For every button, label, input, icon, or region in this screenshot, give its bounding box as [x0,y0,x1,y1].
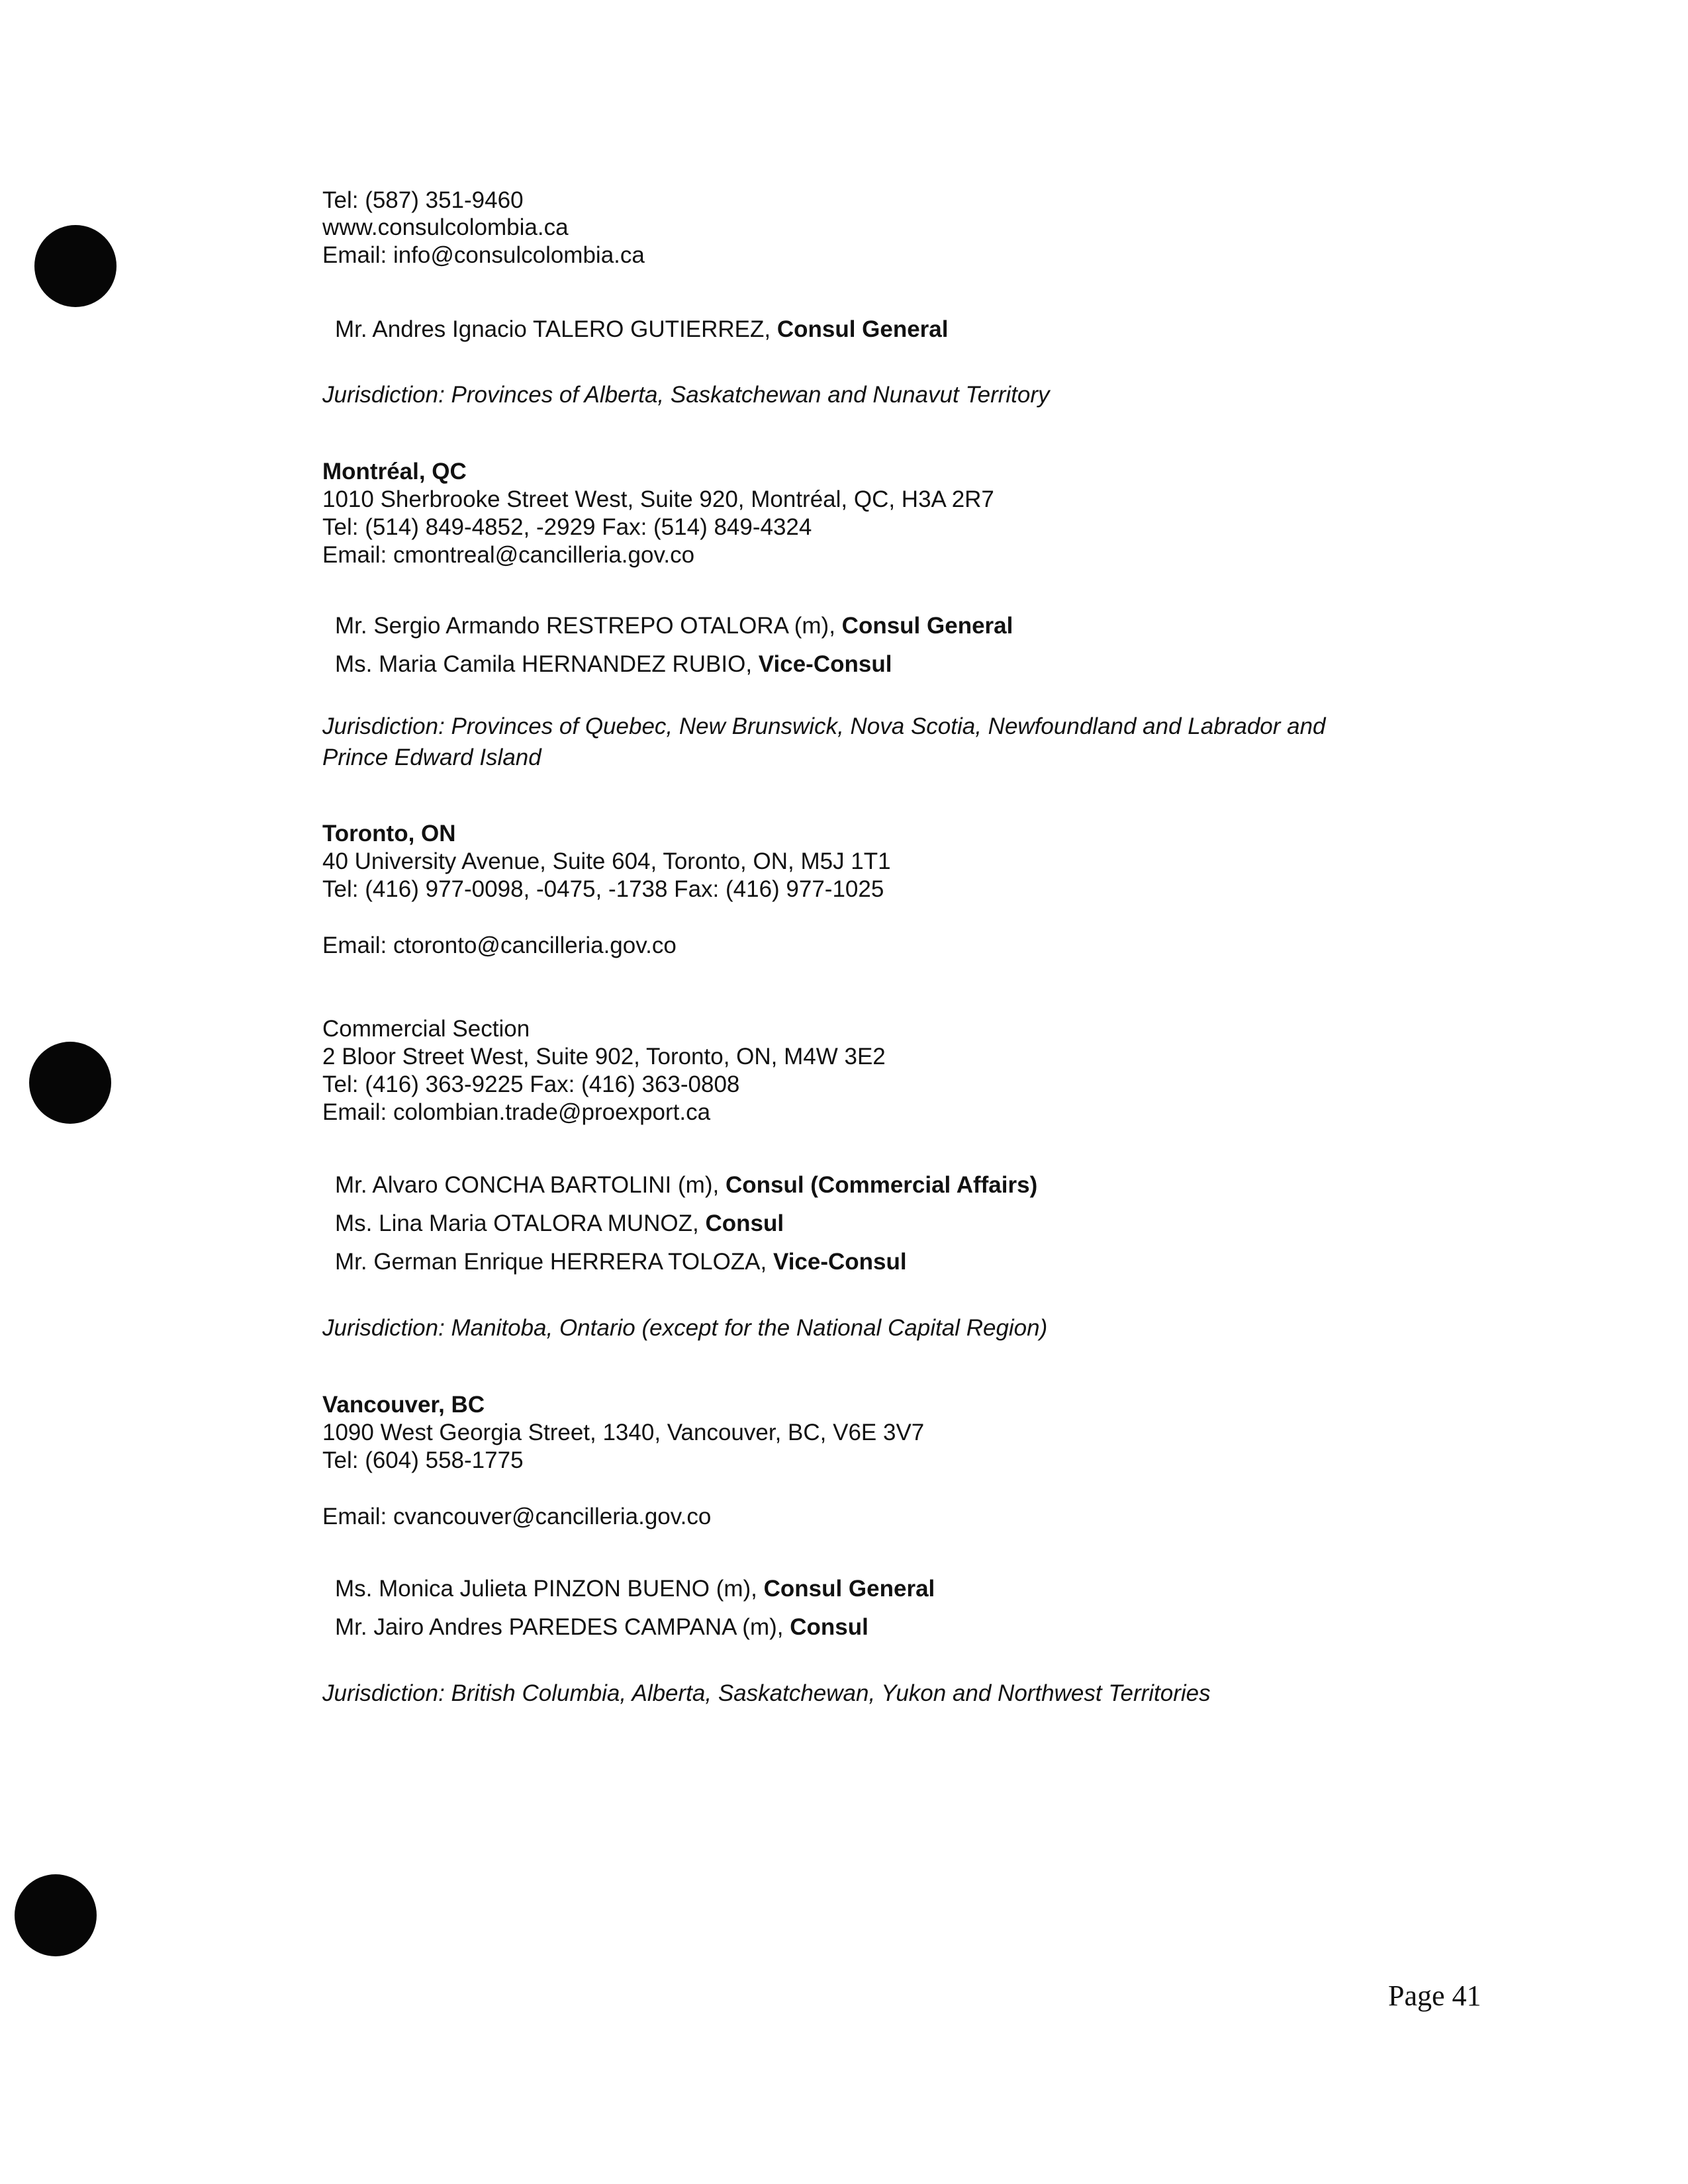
montreal-phone: Tel: (514) 849-4852, -2929 Fax: (514) 849-4324 [322,514,812,540]
vancouver-email: Email: cvancouver@cancilleria.gov.co [322,1504,712,1529]
official-name: Mr. Sergio Armando RESTREPO OTALORA (m), [335,613,842,639]
montreal-jurisdiction-line1: Jurisdiction: Provinces of Quebec, New Brunswick, Nova Scotia, Newfoundland and Labrador and [322,713,1326,739]
official-entry [335,1171,1037,1199]
montreal-email: Email: cmontreal@cancilleria.gov.co [322,542,695,568]
vancouver-jurisdiction: Jurisdiction: British Columbia, Alberta, Saskatchewan, Yukon and Northwest Territories [322,1680,1211,1706]
official-title: Consul [790,1614,868,1640]
official-title: Consul (Commercial Affairs) [725,1172,1038,1198]
montreal-address: 1010 Sherbrooke Street West, Suite 920, Montréal, QC, H3A 2R7 [322,486,994,512]
vancouver-phone: Tel: (604) 558-1775 [322,1447,524,1473]
official-entry [335,1248,907,1276]
official-name: Mr. Jairo Andres PAREDES CAMPANA (m), [335,1614,790,1640]
official-entry [335,1614,868,1641]
calgary-jurisdiction: Jurisdiction: Provinces of Alberta, Saskatchewan and Nunavut Territory [322,382,1050,408]
toronto-heading: Toronto, ON [322,821,456,846]
commercial-section-phone: Tel: (416) 363-9225 Fax: (416) 363-0808 [322,1071,740,1097]
official-entry [335,1575,935,1603]
official-name: Mr. Andres Ignacio TALERO GUTIERREZ, [335,316,777,342]
punch-hole-middle [29,1042,111,1124]
punch-hole-bottom [15,1874,97,1956]
official-name: Mr. German Enrique HERRERA TOLOZA, [335,1249,773,1275]
commercial-section-email: Email: colombian.trade@proexport.ca [322,1099,711,1125]
toronto-email: Email: ctoronto@cancilleria.gov.co [322,933,677,958]
official-title: Consul General [776,316,949,342]
official-title: Consul General [763,1576,935,1602]
vancouver-heading: Vancouver, BC [322,1392,485,1418]
official-name: Ms. Maria Camila HERNANDEZ RUBIO, [335,651,759,677]
toronto-phone: Tel: (416) 977-0098, -0475, -1738 Fax: (416) 977-1025 [322,876,884,902]
toronto-jurisdiction: Jurisdiction: Manitoba, Ontario (except for the National Capital Region) [322,1315,1048,1341]
official-title: Consul General [841,613,1013,639]
vancouver-address: 1090 West Georgia Street, 1340, Vancouver, BC, V6E 3V7 [322,1420,925,1445]
calgary-tel: Tel: (587) 351-9460 [322,187,524,213]
montreal-heading: Montréal, QC [322,459,467,484]
calgary-email: Email: info@consulcolombia.ca [322,242,645,268]
official-title: Consul [705,1210,784,1236]
official-entry [335,316,948,343]
commercial-section-address: 2 Bloor Street West, Suite 902, Toronto, ON, M4W 3E2 [322,1044,886,1069]
official-title: Vice-Consul [758,651,892,677]
official-name: Mr. Alvaro CONCHA BARTOLINI (m), [335,1172,726,1198]
toronto-address: 40 University Avenue, Suite 604, Toronto, ON, M5J 1T1 [322,848,891,874]
official-entry [335,612,1013,640]
official-name: Ms. Monica Julieta PINZON BUENO (m), [335,1576,764,1602]
official-entry [335,1210,784,1238]
official-title: Vice-Consul [773,1249,907,1275]
punch-hole-top [34,225,117,307]
commercial-section-heading: Commercial Section [322,1016,530,1042]
montreal-jurisdiction-line2: Prince Edward Island [322,745,541,770]
official-name: Ms. Lina Maria OTALORA MUNOZ, [335,1210,706,1236]
official-entry [335,651,892,678]
page-number: Page 41 [1388,1979,1481,2012]
calgary-website: www.consulcolombia.ca [322,214,569,240]
